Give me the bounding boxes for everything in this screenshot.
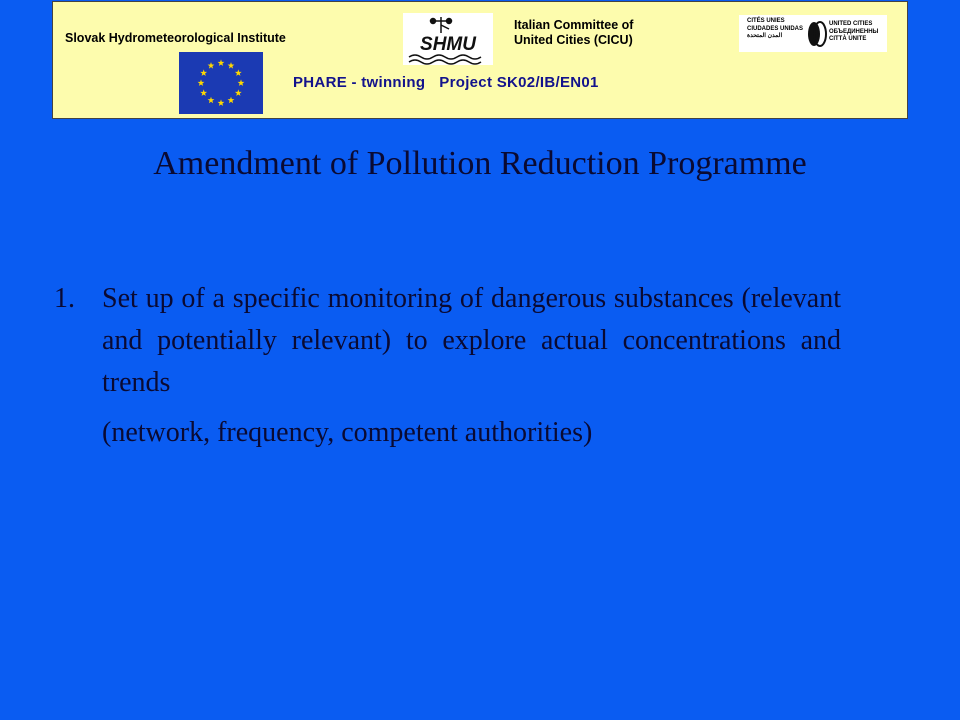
united-cities-right-text [829,21,878,44]
eu-star-icon [218,59,225,66]
cicu-line-2: United Cities (CICU) [514,33,633,47]
uc-right-line: CITTÀ UNITE [829,36,867,42]
shmu-logo-text: SHMU [420,34,476,55]
slide-content [54,278,841,454]
item-text: Set up of a specific monitoring of dangerous substances (relevant and potentially relevant) to explore actual concentrations and trends [102,283,841,398]
eu-star-icon [208,62,215,69]
shmu-logo [403,13,493,65]
eu-star-icon [228,97,235,104]
slide-title: Amendment of Pollution Reduction Programme [153,145,807,182]
cicu-label [514,18,633,48]
eu-star-icon [198,79,205,86]
institute-name: Slovak Hydrometeorological Institute [65,31,286,45]
eu-star-icon [200,69,207,76]
uc-right-line: UNITED CITIES [829,21,873,27]
project-label: Project SK02/IB/EN01 [439,74,599,91]
item-number: 1. [54,283,75,314]
united-cities-emblem-icon [807,20,827,48]
eu-star-icon [238,79,245,86]
project-line [293,74,599,91]
header-banner [52,1,908,119]
united-cities-left-text [747,18,803,41]
uc-right-line: ОБЪЕДИНЕННЫ [829,28,879,35]
eu-star-icon [235,89,242,96]
eu-star-icon [228,62,235,69]
phare-label: PHARE - twinning [293,74,426,91]
uc-left-line: المدن المتحدة [747,33,783,39]
eu-star-icon [235,69,242,76]
uc-left-line: CIUDADES UNIDAS [747,25,804,32]
cicu-line-1: Italian Committee of [514,18,634,32]
united-cities-logo [739,15,887,52]
eu-star-icon [218,99,225,106]
list-item [54,278,841,404]
eu-star-icon [200,89,207,96]
item-note: (network, frequency, competent authorities) [102,417,593,448]
uc-left-line: CITÉS UNIES [747,18,785,24]
eu-star-icon [208,97,215,104]
eu-flag-icon [179,52,263,114]
